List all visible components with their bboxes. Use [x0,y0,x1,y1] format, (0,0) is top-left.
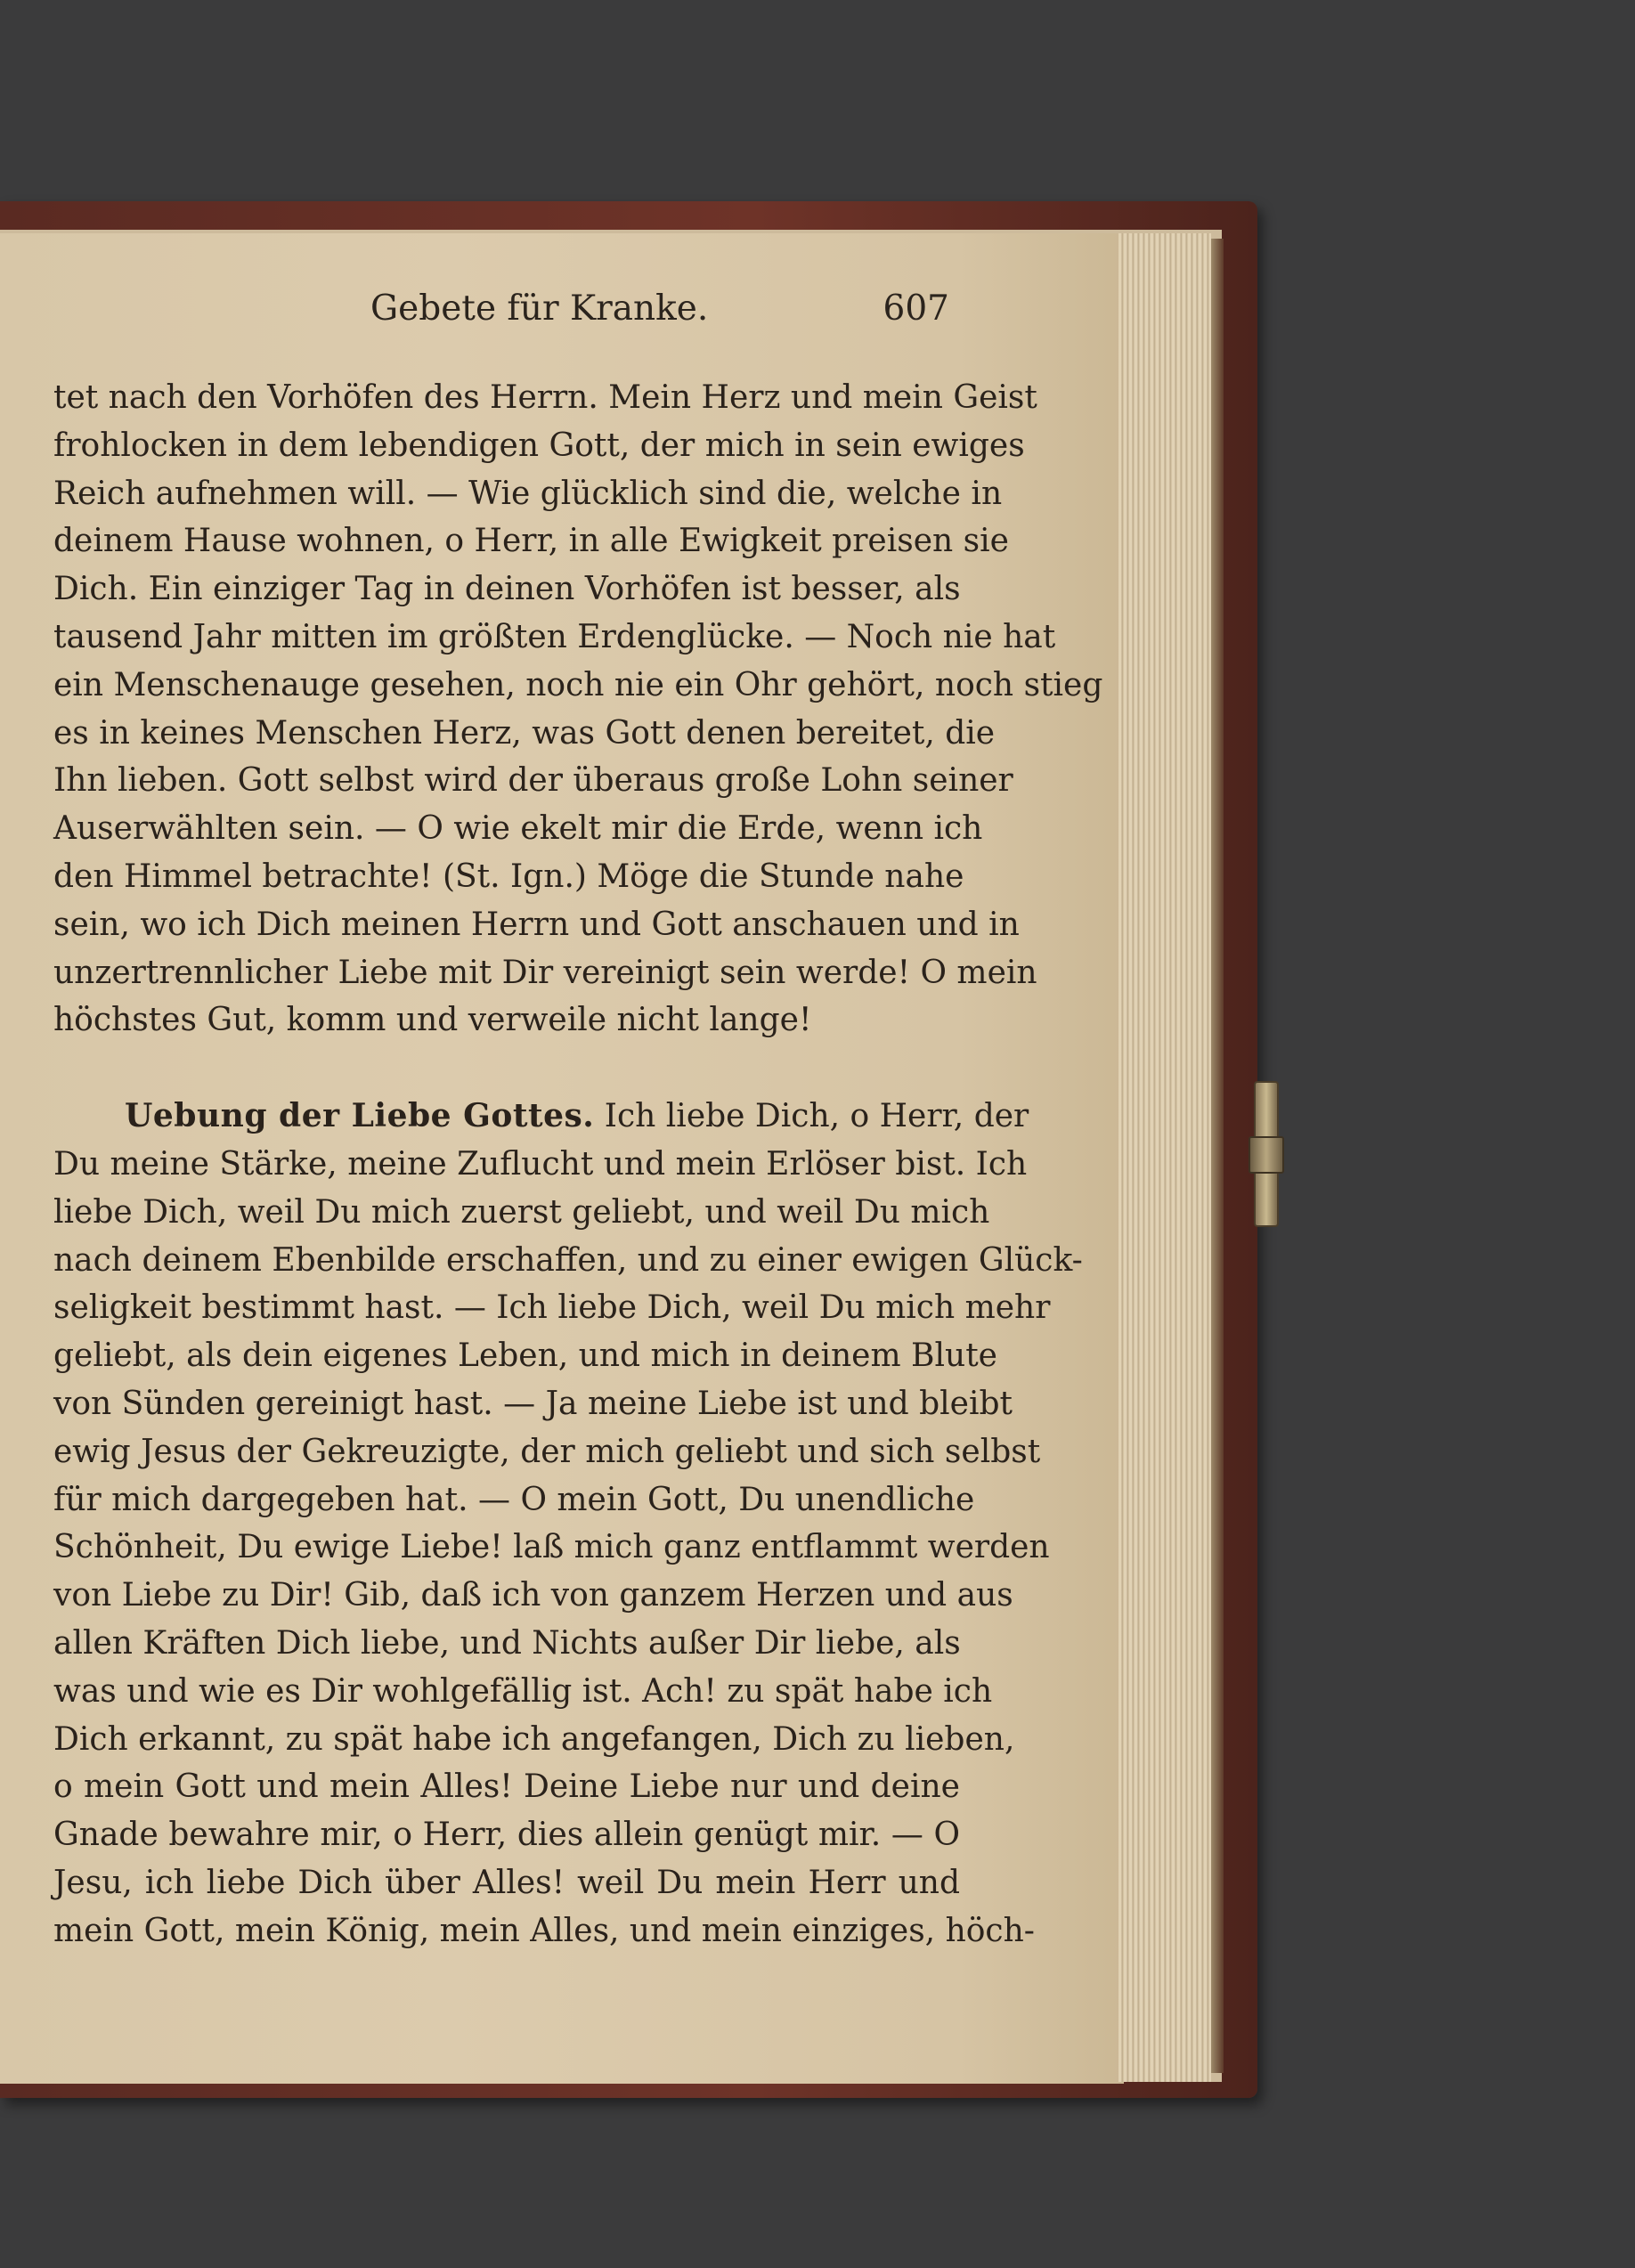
text-line: von Liebe zu Dir! Gib, daß ich von ganzem Herzen und aus [53,1577,1013,1614]
text-line: Gnade bewahre mir, o Herr, dies allein genügt mir. — O [53,1817,960,1854]
text-line: Dich erkannt, zu spät habe ich angefangen, Dich zu lieben, [53,1720,1015,1758]
text-line: es in keines Menschen Herz, was Gott denen bereitet, die [53,714,996,752]
text-line: Reich aufnehmen will. — Wie glücklich sind die, welche in [53,475,1003,512]
text-line: nach deinem Ebenbilde erschaffen, und zu einer ewigen Glück- [53,1241,1083,1279]
text-line: allen Kräften Dich liebe, und Nichts außer Dir liebe, als [53,1624,961,1662]
section-heading: Uebung der Liebe Gottes. [125,1097,595,1135]
text-line: frohlocken in dem lebendigen Gott, der mich in sein ewiges [53,427,1025,464]
text-line: ewig Jesus der Gekreuzigte, der mich geliebt und sich selbst [53,1433,1041,1470]
text-line: tausend Jahr mitten im größten Erdenglücke. — Noch nie hat [53,618,1056,655]
text-line: ein Menschenauge gesehen, noch nie ein Ohr gehört, noch stieg [53,666,1103,703]
text-line: höchstes Gut, komm und verweile nicht lange! [53,1002,812,1039]
text-line: Jesu, ich liebe Dich über Alles! weil Du mein Herr und [53,1864,960,1901]
paragraph-first-line [53,1093,1029,1141]
heading-line-rest: Ich liebe Dich, o Herr, der [604,1098,1029,1135]
text-line: was und wie es Dir wohlgefällig ist. Ach! zu spät habe ich [53,1672,993,1710]
text-line: sein, wo ich Dich meinen Herrn und Gott anschauen und in [53,906,1020,943]
text-line: Schönheit, Du ewige Liebe! laß mich ganz entflammt werden [53,1529,1050,1566]
text-line: geliebt, als dein eigenes Leben, und mich in deinem Blute [53,1337,997,1375]
text-line: tet nach den Vorhöfen des Herrn. Mein Herz und mein Geist [53,379,1037,416]
text-line: Ihn lieben. Gott selbst wird der überaus große Lohn seiner [53,762,1013,800]
body-text [53,374,1103,1955]
text-line: o mein Gott und mein Alles! Deine Liebe nur und deine [53,1768,960,1806]
paragraph-gap [53,1045,960,1093]
cover-edge [1211,239,1224,2073]
text-line: mein Gott, mein König, mein Alles, und mein einziges, höch- [53,1912,1035,1949]
paragraph-1 [53,374,1103,1045]
paragraph-2 [53,1093,1083,1955]
text-line: Du meine Stärke, meine Zuflucht und mein Erlöser bist. Ich [53,1145,1028,1183]
text-line: deinem Hause wohnen, o Herr, in alle Ewigkeit preisen sie [53,523,1009,560]
text-line: Auserwählten sein. — O wie ekelt mir die Erde, wenn ich [53,810,983,848]
page-header [370,289,949,335]
text-line: seligkeit bestimmt hast. — Ich liebe Dich, weil Du mich mehr [53,1289,1051,1327]
clasp-pin [1249,1136,1284,1174]
text-line: für mich dargegeben hat. — O mein Gott, Du unendliche [53,1481,975,1518]
text-line: Dich. Ein einziger Tag in deinen Vorhöfen ist besser, als [53,571,961,608]
text-line: den Himmel betrachte! (St. Ign.) Möge die Stunde nahe [53,858,964,895]
page-number: 607 [883,289,949,329]
text-line: unzertrennlicher Liebe mit Dir vereinigt sein werde! O mein [53,954,1037,991]
running-title: Gebete für Kranke. [370,289,709,329]
page-edges [1118,233,1211,2082]
text-line: von Sünden gereinigt hast. — Ja meine Liebe ist und bleibt [53,1385,1013,1422]
text-line: liebe Dich, weil Du mich zuerst geliebt, und weil Du mich [53,1193,990,1231]
